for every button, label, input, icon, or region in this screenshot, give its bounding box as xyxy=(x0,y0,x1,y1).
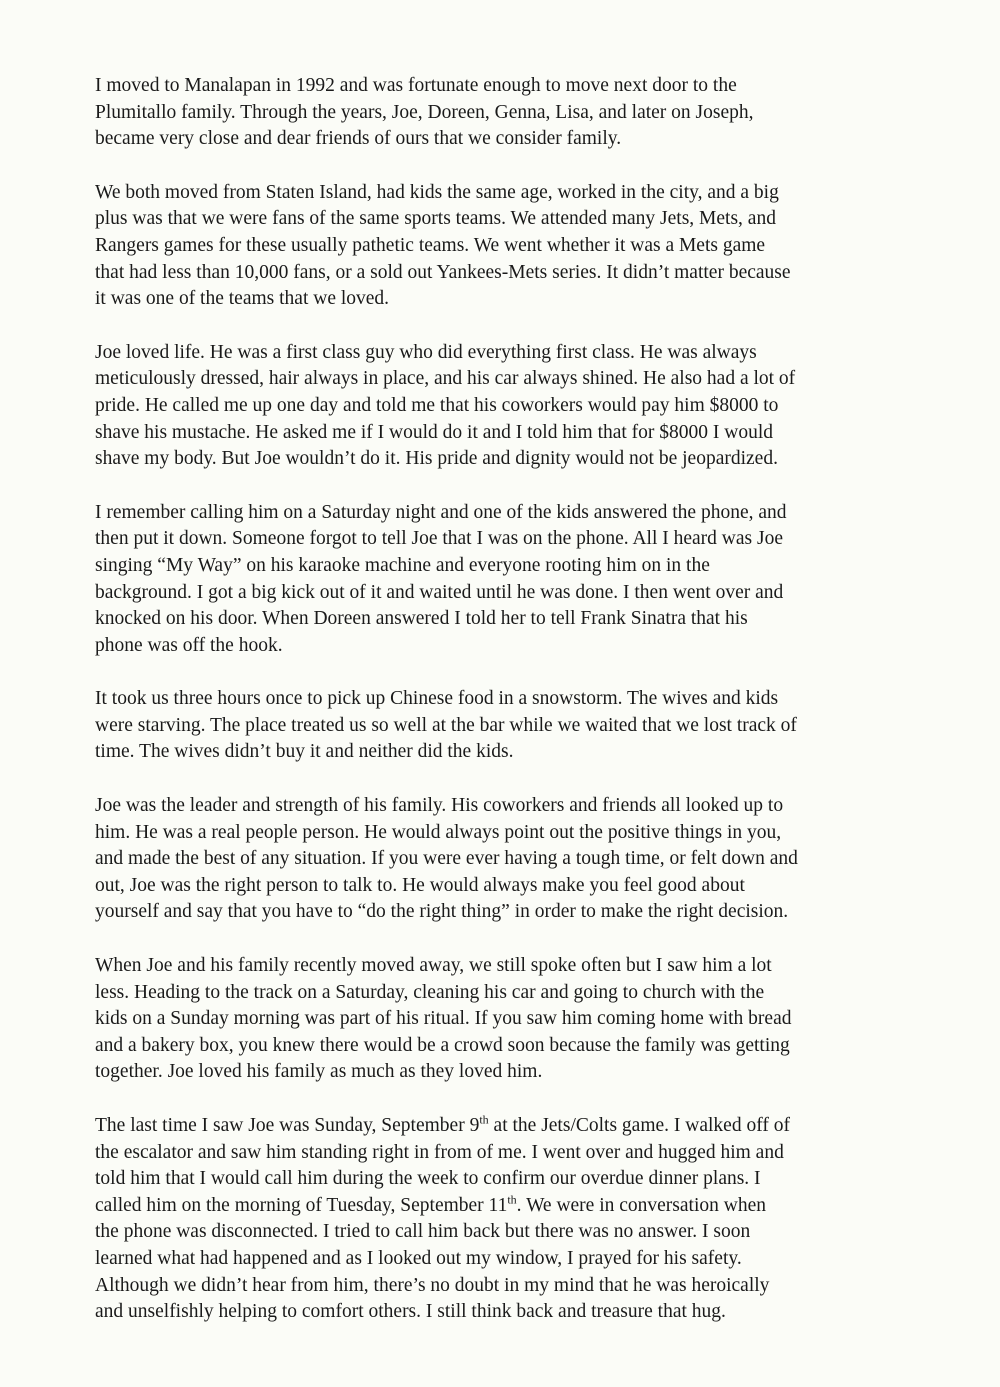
text-line: less. Heading to the track on a Saturday, cleaning his car and going to church with the xyxy=(95,981,765,1003)
text-line: together. Joe loved his family as much as they loved him. xyxy=(95,1061,543,1083)
text-line: Although we didn’t hear from him, there’s no doubt in my mind that he was heroically xyxy=(95,1274,770,1296)
text-line xyxy=(95,1193,975,1220)
text-line: it was one of the teams that we loved. xyxy=(95,288,390,310)
text-line: him. He was a real people person. He would always point out the positive things in you, xyxy=(95,821,782,843)
text-fragment: . We were in conversation when xyxy=(516,1194,766,1216)
paragraph-1 xyxy=(95,73,975,153)
text-line: yourself and say that you have to “do the right thing” in order to make the right decision. xyxy=(95,901,789,923)
text-line: shave my body. But Joe wouldn’t do it. His pride and dignity would not be jeopardized. xyxy=(95,448,778,470)
text-fragment: The last time I saw Joe was Sunday, September 9 xyxy=(95,1115,480,1136)
text-line: Plumitallo family. Through the years, Joe, Doreen, Genna, Lisa, and later on Joseph, xyxy=(95,101,754,123)
text-fragment: at the Jets/Colts game. I walked off of xyxy=(488,1115,790,1136)
text-fragment: called him on the morning of Tuesday, September 11 xyxy=(95,1194,508,1216)
text-line: Rangers games for these usually pathetic teams. We went whether it was a Mets game xyxy=(95,234,766,256)
text-line: learned what had happened and as I looked out my window, I prayed for his safety. xyxy=(95,1247,742,1269)
letter-body xyxy=(95,73,975,1353)
text-line: the escalator and saw him standing right in from of me. I went over and hugged him and xyxy=(95,1141,784,1163)
ordinal-suffix: th xyxy=(507,1192,517,1207)
text-line: I remember calling him on a Saturday night and one of the kids answered the phone, and xyxy=(95,501,787,523)
text-line: I moved to Manalapan in 1992 and was fortunate enough to move next door to the xyxy=(95,75,737,96)
text-line: shave his mustache. He asked me if I would do it and I told him that for $8000 I would xyxy=(95,421,774,443)
text-line: When Joe and his family recently moved away, we still spoke often but I saw him a lot xyxy=(95,955,772,977)
text-line: told him that I would call him during the week to confirm our overdue dinner plans. I xyxy=(95,1168,761,1190)
text-line: the phone was disconnected. I tried to call him back but there was no answer. I soon xyxy=(95,1221,751,1243)
text-line: plus was that we were fans of the same sports teams. We attended many Jets, Mets, and xyxy=(95,208,776,230)
paragraph-6 xyxy=(95,793,975,926)
text-line: kids on a Sunday morning was part of his ritual. If you saw him coming home with bread xyxy=(95,1008,792,1030)
text-line: were starving. The place treated us so well at the bar while we waited that we lost track of xyxy=(95,714,797,736)
text-line: and a bakery box, you knew there would be a crowd soon because the family was getting xyxy=(95,1034,790,1056)
text-line: background. I got a big kick out of it and waited until he was done. I then went over and xyxy=(95,581,784,603)
text-line: became very close and dear friends of ours that we consider family. xyxy=(95,128,622,150)
paragraph-4 xyxy=(95,500,975,660)
text-line: phone was off the hook. xyxy=(95,634,283,656)
text-line: singing “My Way” on his karaoke machine and everyone rooting him on in the xyxy=(95,554,710,576)
text-line: and made the best of any situation. If you were ever having a tough time, or felt down and xyxy=(95,848,798,870)
text-line: Joe was the leader and strength of his family. His coworkers and friends all looked up to xyxy=(95,795,784,817)
paragraph-8 xyxy=(95,1113,975,1326)
paragraph-2 xyxy=(95,180,975,313)
text-line: time. The wives didn’t buy it and neither did the kids. xyxy=(95,741,514,763)
paragraph-3 xyxy=(95,340,975,473)
text-line: We both moved from Staten Island, had kids the same age, worked in the city, and a big xyxy=(95,181,779,203)
paragraph-7 xyxy=(95,953,975,1086)
text-line xyxy=(95,1113,975,1140)
paragraph-5 xyxy=(95,686,975,766)
text-line: It took us three hours once to pick up Chinese food in a snowstorm. The wives and kids xyxy=(95,688,779,710)
text-line: out, Joe was the right person to talk to. He would always make you feel good about xyxy=(95,874,745,896)
text-line: meticulously dressed, hair always in place, and his car always shined. He also had a lot of xyxy=(95,368,796,390)
text-line: knocked on his door. When Doreen answered I told her to tell Frank Sinatra that his xyxy=(95,608,748,630)
text-line: Joe loved life. He was a first class guy who did everything first class. He was always xyxy=(95,341,757,363)
text-line: pride. He called me up one day and told me that his coworkers would pay him $8000 to xyxy=(95,394,779,416)
text-line: that had less than 10,000 fans, or a sold out Yankees-Mets series. It didn’t matter because xyxy=(95,261,791,283)
text-line: then put it down. Someone forgot to tell Joe that I was on the phone. All I heard was Joe xyxy=(95,528,783,550)
text-line: and unselfishly helping to comfort others. I still think back and treasure that hug. xyxy=(95,1301,726,1323)
ordinal-suffix: th xyxy=(479,1112,489,1127)
